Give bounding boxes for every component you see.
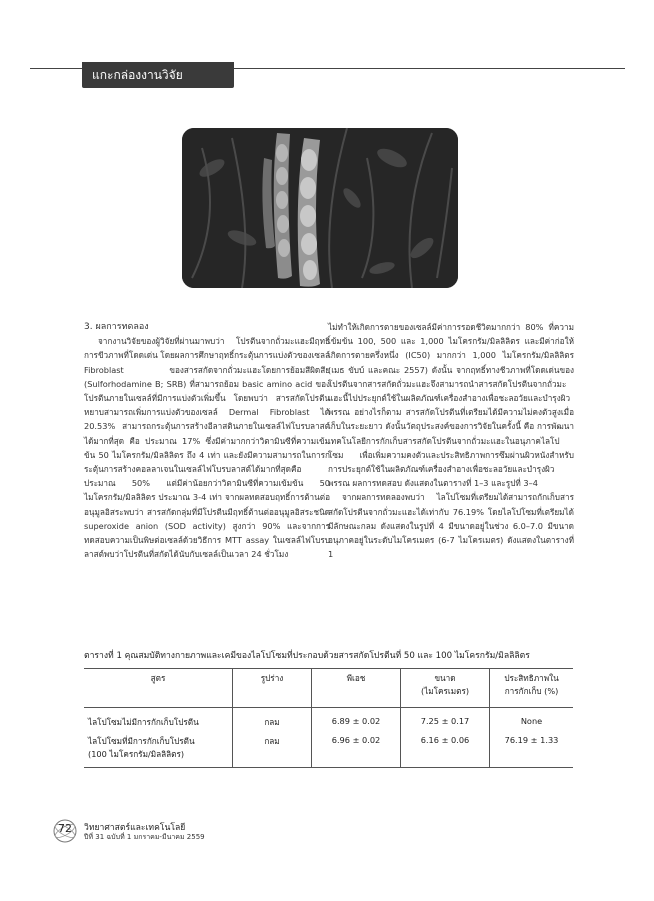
header-efficiency: ประสิทธิภาพใน การกักเก็บ (%): [490, 669, 574, 708]
header-size: ขนาด (ไมโครเมตร): [401, 669, 490, 708]
section-tab: แกะกล่องงานวิจัย: [82, 62, 234, 88]
journal-name: วิทยาศาสตร์และเทคโนโลยี: [84, 823, 186, 833]
row-2-ph: 6.96 ± 0.02: [312, 732, 401, 768]
row-2-efficiency: 76.19 ± 1.33: [490, 732, 574, 768]
row-1-formula: ไลโปโซมไม่มีการกักเก็บโปรตีน: [88, 717, 199, 727]
section-title: 3. ผลการทดลอง: [84, 322, 149, 332]
row-2-shape: กลม: [233, 732, 312, 768]
liposome-properties-table: [84, 668, 573, 768]
bean-pods-photo: [182, 128, 458, 288]
table-row: [84, 732, 573, 768]
issue-info: ปีที่ 31 ฉบับที่ 1 มกราคม-มีนาคม 2559: [84, 833, 205, 841]
left-column: [84, 320, 330, 561]
header-shape: รูปร่าง: [233, 669, 312, 708]
row-2-size: 6.16 ± 0.06: [401, 732, 490, 768]
table-header-row: [84, 669, 573, 708]
row-1-size: 7.25 ± 0.17: [401, 708, 490, 733]
row-2-formula: ไลโปโซมที่มีการกักเก็บโปรตีน (100 ไมโครกรัม/มิลลิลิตร): [84, 732, 233, 768]
results-paragraph-2: จากผลการทดลองพบว่า ไลโปโซมที่เตรียมได้สามารถกักเก็บสารสกัดโปรตีนจากถั่วมะแฮะได้เท่ากับ 76.19% โดยไลโปโซมที่เตรียมได้มีลักษณะกลม ดังแสดงในรูปที่ 4 มีขนาดอยู่ในช่วง 6.0–7.0 มีขนาดอนุภาคอยู่ในระดับไมโครเมตร (6-7 ไมโครเมตร) ดังแสดงในตารางที่ 1: [328, 492, 574, 560]
results-paragraph: จากงานวิจัยของผู้วิจัยที่ผ่านมาพบว่า โปรตีนจากถั่วมะแฮะมีฤทธิ์การขีวภาพที่โดดเด่น โดยผลการศึกษาฤทธิ์กระตุ้นการแบ่งตัวของเซลล์ Fibroblast ของสารสกัดจากถั่วมะแฮะโดยการย้อมสีผิดสีย (Sulforhodamine B; SRB) ที่สามารถย้อม basic amino acid ของโปรตีนภายในเซลล์ที่มีการแบ่งตัวเพิ่มขึ้น โดยพบว่า สารสกัดโปรตีนหยาบสามารถเพิ่มการแบ่งตัวของเซลล์ Dermal Fibroblast ได้ 20.53% สามารถกระตุ้นการสร้างอีลาสตินภายในเซลล์ไฟโบรบลาสต์ได้มากที่สุด คือ ประมาณ 17% ซึ่งมีค่ามากกว่าวิตามินซีที่ความเข้มข้น 50 ไมโครกรัม/มิลลิลิตร ถึง 4 เท่า และยังมีความสามารถในการกระตุ้นการสร้างคอลลาเจนในเซลล์ไฟโบรบลาสต์ได้มากที่สุดคือประมาณ 50% แต่มีค่าน้อยกว่าวิตามินซีที่ความเข้มข้น 50 ไมโครกรัม/มิลลิลิตร ประมาณ 3-4 เท่า จากผลทดสอบฤทธิ์การต้านต่ออนุมูลอิสระพบว่า สารสกัดกลุ่มที่มีโปรตีนมีฤทธิ์ต้านต่ออนุมูลอิสระชนิด superoxide anion (SOD activity) สูงกว่า 90% และจากการทดสอบความเป็นพิษต่อเซลล์ด้วยวิธีการ MTT assay ในเซลล์ไฟโบรบลาสต์พบว่าโปรตีนที่สกัดได้นับกับเซลล์เป็นเวลา 24 ชั่วโมง: [84, 336, 330, 560]
header-ph: พีเอช: [312, 669, 401, 708]
row-1-ph: 6.89 ± 0.02: [312, 708, 401, 733]
header-formula: สูตร: [84, 669, 233, 708]
row-1-efficiency: None: [490, 708, 574, 733]
right-column: [328, 320, 574, 561]
continued-paragraph: ไม่ทำให้เกิดการตายของเซลล์มีค่าการรอดชีวิตมากกว่า 80% ที่ความเข้มข้น 100, 500 และ 1,000 ไมโครกรัม/มิลลิลิตร และมีค่าก่อให้เกิดการตายครึ่งหนึ่ง (IC50) มากกว่า 1,000 ไมโครกรัม/มิลลิลิตร (เมธ ขับบ์ และคณะ 2557) ดังนั้น จากฤทธิ์ทางชีวภาพที่โดดเด่นของโปรตีนจากสารสกัดถั่วมะแฮะจึงสามารถนำสารสกัดโปรตีนจากถั่วมะแฮะนี้ไปประยุกต์ใช้ในผลิตภัณฑ์เครื่องสำอางเพื่อชะลอวัยและบำรุงผิวพรรณ อย่างไรก็ตาม สารสกัดโปรตีนที่เตรียมได้มีความไม่คงตัวสูงเมื่อเก็บในระยะยาว ดังนั้นวัตถุประสงค์ของการวิจัยในครั้งนี้ คือ การพัฒนาเทคโนโลยีการกักเก็บสารสกัดโปรตีนจากถั่วมะแฮะในอนุภาคไลโปโซม เพื่อเพิ่มความคงตัวและประสิทธิภาพการซึมผ่านผิวหนังสำหรับการประยุกต์ใช้ในผลิตภัณฑ์เครื่องสำอางเพื่อชะลอวัยและบำรุงผิวพรรณ ผลการทดสอบ ดังแสดงในตารางที่ 1–3 และรูปที่ 3–4: [328, 322, 574, 489]
page-number: 72: [58, 822, 72, 835]
table-caption: ตารางที่ 1 คุณสมบัติทางกายภาพและเคมีของไลโปโซมที่ประกอบด้วยสารสกัดโปรตีนที่ 50 และ 100 ไมโครกรัม/มิลลิลิตร: [84, 651, 530, 661]
table-row: [84, 708, 573, 733]
row-1-shape: กลม: [233, 708, 312, 733]
